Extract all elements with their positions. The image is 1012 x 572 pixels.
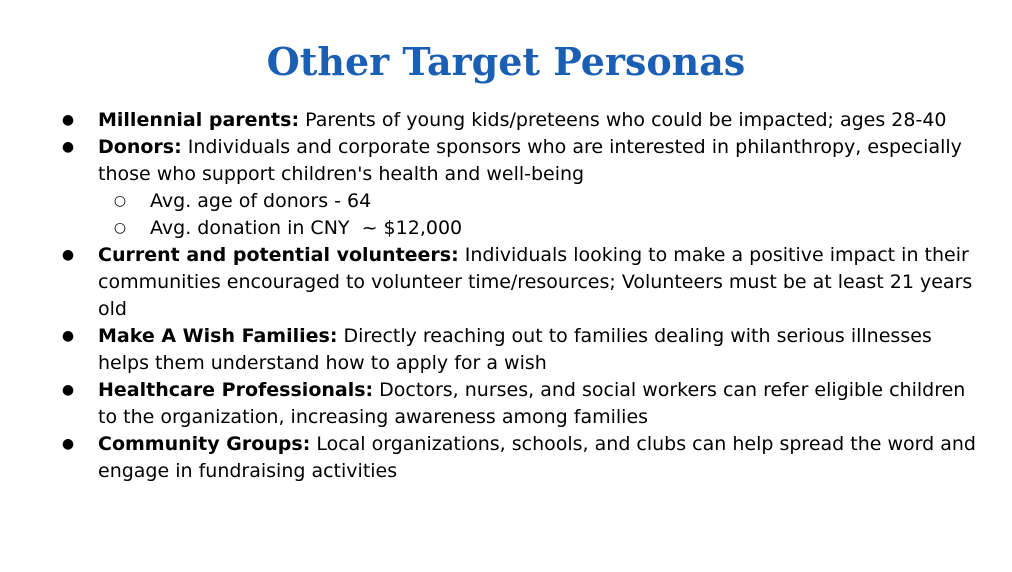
persona-label: Community Groups: <box>98 433 311 455</box>
list-item-millennial-parents <box>61 107 978 134</box>
persona-label: Current and potential volunteers: <box>98 244 459 266</box>
sub-list-item <box>98 215 978 242</box>
bullet-icon: ● <box>61 247 75 263</box>
persona-description: Local organizations, schools, and clubs can help spread the word and engage in fundraising activities <box>98 433 976 482</box>
list-item-healthcare-professionals <box>61 377 978 431</box>
persona-description: Individuals looking to make a positive impact in their communities encouraged to volunteer time/resources; Volunteers must be at least 21 years old <box>98 244 973 320</box>
bullet-icon: ● <box>61 436 75 452</box>
persona-description: Directly reaching out to families dealing with serious illnesses helps them understand how to apply for a wish <box>98 325 932 374</box>
bullet-icon: ● <box>61 139 75 155</box>
list-item-volunteers <box>61 242 978 323</box>
persona-list <box>61 107 978 485</box>
bullet-icon: ● <box>61 112 75 128</box>
slide-title: Other Target Personas <box>266 39 746 84</box>
persona-label: Millennial parents: <box>98 109 300 131</box>
sub-bullet-icon: ○ <box>113 193 127 209</box>
list-item-make-a-wish-families <box>61 323 978 377</box>
list-item-community-groups <box>61 431 978 485</box>
persona-label: Donors: <box>98 136 182 158</box>
bullet-icon: ● <box>61 382 75 398</box>
persona-description: Individuals and corporate sponsors who are interested in philanthropy, especially those who support children's health and well-being <box>98 136 962 185</box>
sub-item-text: Avg. age of donors - 64 <box>150 190 372 212</box>
bullet-icon: ● <box>61 328 75 344</box>
persona-description: Parents of young kids/preteens who could be impacted; ages 28-40 <box>299 109 947 131</box>
list-item-donors <box>61 134 978 242</box>
sub-list-item <box>98 188 978 215</box>
sub-bullet-icon: ○ <box>113 220 127 236</box>
persona-description: Doctors, nurses, and social workers can refer eligible children to the organization, increasing awareness among families <box>98 379 966 428</box>
donor-sub-list <box>98 188 978 242</box>
sub-item-text: Avg. donation in CNY ~ $12,000 <box>150 217 463 239</box>
persona-label: Make A Wish Families: <box>98 325 338 347</box>
persona-label: Healthcare Professionals: <box>98 379 374 401</box>
